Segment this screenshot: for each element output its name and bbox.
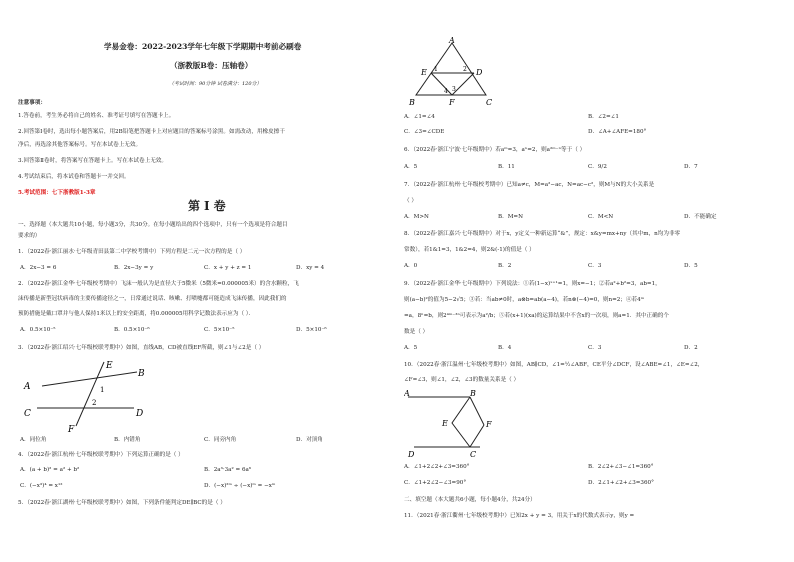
q10-option-d: D．2∠1+∠2+∠3=360° <box>588 480 654 486</box>
exam-title: 学易金卷：2022-2023学年七年级下学期期中考前必刷卷 <box>104 42 302 51</box>
q2-line-1: 2．（2022春·浙江金华·七年级校考期中）飞沫一般认为是直径大于5微米（5微米=0.000005米）的含水颗粒，飞 <box>18 281 299 287</box>
q9-line-2: 则(a−b)²的值为5−2√5；③若：当ab≠0时，a⊗b=ab(a−4)，若n⊗(−4)=0，则n=2；④若4ᵐ <box>404 297 645 303</box>
q2-line-2: 沫传播是新型冠状病毒的主要传播途径之一，日常通过说话、咳嗽、打喷嚏都可能造成飞沫传播，因此我们的 <box>18 296 287 302</box>
q3-angle-2: 2 <box>92 399 97 407</box>
q3-figure <box>22 356 152 434</box>
q1-option-d: D．xy = 4 <box>296 265 325 271</box>
q8-option-c: C．3 <box>588 263 602 269</box>
q10-label-d: D <box>408 450 415 459</box>
q4-option-c: C．(−x³)⁴ = x¹² <box>20 483 63 489</box>
exam-meta: （考试时间：90分钟 试卷满分：120分） <box>169 81 262 87</box>
q8-option-a: A．0 <box>404 263 418 269</box>
q10-label-c: C <box>470 450 477 459</box>
q7-line-2: （ ） <box>404 198 417 204</box>
q10-figure <box>404 387 500 459</box>
q5-angle-1: 1 <box>434 66 438 73</box>
q9-option-c: C．3 <box>588 345 602 351</box>
q7-option-d: D．不能确定 <box>684 214 717 220</box>
q3-label-a: A <box>24 382 31 392</box>
q3-option-a: A．同位角 <box>20 437 47 443</box>
q5-label-c: C <box>486 98 493 107</box>
note-2: 2.回答第Ⅰ卷时，选出每小题答案后，用2B铅笔把答题卡上对应题目的答案标号涂黑。如需改动，用橡皮擦干 <box>18 129 285 135</box>
q8-option-b: B．2 <box>498 263 512 269</box>
q10-option-b: B．2∠2+∠3−∠1=360° <box>588 464 654 470</box>
q1-option-c: C．x + y + z = 1 <box>204 265 252 271</box>
q10-option-a: A．∠1+2∠2+∠3=360° <box>404 464 470 470</box>
q5-option-b: B．∠2=∠1 <box>588 114 619 120</box>
q8-line-1: 8．（2022春·浙江嘉兴·七年级期中）对于x，y定义一种新运算“&”，规定：x&y=mx+ny（其中m，n均为非零 <box>404 231 681 237</box>
q8-line-2: 常数），若1&1=3，1&2=4，则2&(-1)的值是（ ） <box>404 247 535 253</box>
q3-label-e: E <box>106 361 113 371</box>
q7-option-a: A．M>N <box>404 214 429 220</box>
q6-option-d: D．7 <box>684 164 698 170</box>
q5-option-a: A．∠1=∠4 <box>404 114 435 120</box>
q2-option-c: C．5×10⁻⁵ <box>204 327 235 333</box>
q6-option-a: A．5 <box>404 164 418 170</box>
q10-label-b: B <box>470 389 476 398</box>
note-2b: 净后，再选涂其他答案标号。写在本试卷上无效。 <box>18 142 142 148</box>
q4-option-b: B．2a³·3a² = 6a⁶ <box>204 467 252 473</box>
q5-label-f: F <box>449 98 455 107</box>
q5-option-c: C．∠3=∠CDE <box>404 129 445 135</box>
q9-option-b: B．4 <box>498 345 512 351</box>
section-title: 第Ⅰ卷 <box>188 199 230 213</box>
q6-option-b: B．11 <box>498 164 515 170</box>
part2-heading: 二、填空题（本大题共6小题，每小题4分，共24分） <box>404 497 536 503</box>
q10-line-1: 10．（2022春·浙江温州·七年级校考期中）如图，AB∥CD，∠1=½∠ABF，CE平分∠DCF，设∠ABE=∠1，∠E=∠2， <box>404 362 704 368</box>
q3-label-d: D <box>136 409 144 419</box>
q9-line-1: 9．（2022春·浙江金华·七年级期中）下列说法：①若(1−x)ˣ⁺¹=1，则x=−1；②若a²+b²=3，ab=1， <box>404 281 661 287</box>
q9-line-3: =a，8ⁿ=b，则2⁴ᵐ⁻³ⁿ可表示为a²/b；⑤若(x+1)(xa)的运算结果中不含x的一次项，则a=1．其中正确的个 <box>404 313 669 319</box>
q6-option-c: C．9/2 <box>588 164 607 170</box>
q7-line-1: 7．（2022春·浙江杭州·七年级校考期中）已知a≠c，M=a²−ac，N=ac−c²，则M与N的大小关系是 <box>404 182 655 188</box>
q10-option-c: C．∠1+2∠2−∠3=90° <box>404 480 467 486</box>
exam-scope: 5.考试范围：七下浙教版1-3章 <box>18 190 96 196</box>
q5-label-e: E <box>421 68 427 77</box>
q3-text: 3．（2022春·浙江绍兴·七年级校联考期中）如图，直线AB，CD被直线EF所截，则∠1与∠2是（ ） <box>18 345 265 351</box>
q3-label-c: C <box>24 409 31 419</box>
q10-label-a: A <box>404 389 410 398</box>
q3-label-b: B <box>138 369 145 379</box>
q5-label-b: B <box>409 98 415 107</box>
part1-intro: 一、选择题（本大题共10小题，每小题3分，共30分。在每小题给出的四个选项中，只有一个选项是符合题目 <box>18 222 288 228</box>
q9-option-d: D．2 <box>684 345 698 351</box>
q4-text: 4．（2022春·浙江杭州·七年级校联考期中）下列运算正确的是（ ） <box>18 452 184 458</box>
notes-heading: 注意事项： <box>18 100 46 106</box>
q2-option-b: B．0.5×10⁻⁶ <box>114 327 150 333</box>
note-4: 4.考试结束后，将本试卷和答题卡一并交回。 <box>18 174 130 180</box>
q1-text: 1．（2022春·浙江丽水·七年级青田县第二中学校考期中）下列方程是二元一次方程的是（ ） <box>18 249 246 255</box>
q5-angle-3: 3 <box>452 86 456 93</box>
q5-angle-2: 2 <box>463 66 467 73</box>
q4-option-a: A．(a + b)² = a² + b² <box>20 467 80 473</box>
note-1: 1.答卷前，考生务必将自己的姓名、准考证号填写在答题卡上。 <box>18 113 175 119</box>
q5-label-a: A <box>449 37 455 45</box>
q3-label-f: F <box>68 425 75 434</box>
q2-line-3: 预防措施是戴口罩并与他人保持1米以上的安全距离，将0.000005用科学记数法表示应为（ ）． <box>18 311 255 317</box>
part1-intro-2: 要求的） <box>18 233 41 239</box>
q3-angle-1: 1 <box>100 386 105 394</box>
q8-option-d: D．5 <box>684 263 698 269</box>
q2-option-a: A．0.5×10⁻⁵ <box>20 327 56 333</box>
q10-label-e: E <box>442 419 448 428</box>
q11-text: 11．（2021春·浙江衢州·七年级校考期中）已知2x + y = 3，用关于x的代数式表示y，则y = <box>404 513 635 519</box>
q4-option-d: D．(−x)²ᵐ ÷ (−x)ᵐ = −xᵐ <box>204 483 276 489</box>
q5-text: 5．（2022春·浙江湖州·七年级校联考期中）如图，下列条件能判定DE∥BC的是（ ） <box>18 500 226 506</box>
q5-figure <box>406 37 502 107</box>
q5-label-d: D <box>476 68 483 77</box>
q3-option-c: C．同旁内角 <box>204 437 237 443</box>
q3-option-d: D．对顶角 <box>296 437 323 443</box>
q3-option-b: B．内错角 <box>114 437 141 443</box>
q9-line-4: 数是（ ） <box>404 329 429 335</box>
q6-text: 6．（2022春·浙江宁波·七年级期中）若aᵐ=3，aⁿ=2，则a²ᵐ⁻ⁿ等于（ ） <box>404 147 586 153</box>
q7-option-c: C．M<N <box>588 214 614 220</box>
q5-angle-4: 4 <box>444 88 448 95</box>
note-3: 3.回答第Ⅱ卷时，将答案写在答题卡上。写在本试卷上无效。 <box>18 158 167 164</box>
q1-option-b: B．2x−3y = y <box>114 265 154 271</box>
q7-option-b: B．M=N <box>498 214 524 220</box>
q5-option-d: D．∠A+∠AFE=180° <box>588 129 647 135</box>
q9-option-a: A．5 <box>404 345 418 351</box>
q10-label-f: F <box>486 420 492 429</box>
q10-line-2: ∠F=∠3，则∠1，∠2，∠3的数量关系是（ ） <box>404 377 520 383</box>
q1-option-a: A．2x−3 = 6 <box>20 265 57 271</box>
q2-option-d: D．5×10⁻⁶ <box>296 327 327 333</box>
exam-subtitle: （浙教版B卷：压轴卷） <box>170 61 253 70</box>
